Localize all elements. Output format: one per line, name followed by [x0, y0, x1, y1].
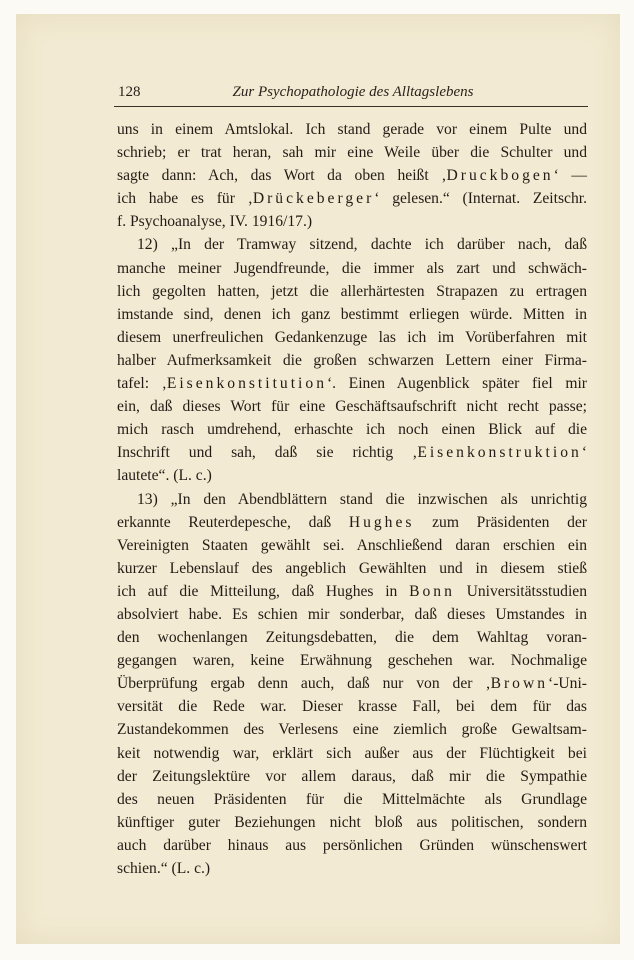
text-segment: keit notwendig war, erklärt sich außer aus der Flüchtigkeit bei: [117, 744, 587, 762]
text-line: [117, 580, 587, 603]
page-number: 128: [118, 84, 141, 100]
text-line: [117, 164, 587, 187]
spaced-emphasis: Eisenkonstruktion: [417, 444, 582, 462]
text-segment: ‘ gelesen.“ (Internat. Zeitschr.: [374, 190, 587, 208]
text-line: [117, 857, 587, 880]
text-segment: sagte dann: Ach, das Wort da oben heißt ‚: [117, 167, 447, 185]
text-line: [117, 418, 587, 441]
text-line: [117, 303, 587, 326]
text-line: [117, 441, 587, 464]
text-line: [117, 488, 587, 511]
text-segment: diesem unerfreulichen Gedankenzuge las ich im Vorüberfahren mit: [117, 328, 587, 346]
spaced-emphasis: Brown: [490, 675, 549, 693]
text-segment: ‘-Uni-: [548, 675, 587, 693]
text-line: [117, 187, 587, 210]
text-line: [117, 210, 587, 233]
text-segment: den wochenlangen Zeitungsdebatten, die dem Wahltag voran-: [117, 629, 587, 647]
text-segment: lautete“. (L. c.): [117, 467, 212, 485]
text-segment: gegangen waren, keine Erwähnung geschehen war. Nochmalige: [117, 652, 587, 670]
text-segment: mich rasch umdrehend, erhaschte ich noch einen Blick auf die: [117, 421, 587, 439]
spaced-emphasis: Bonn: [409, 582, 455, 600]
spaced-emphasis: Eisenkonstitution: [166, 375, 327, 393]
text-segment: des neuen Präsidenten für die Mittelmächte als Grundlage: [117, 790, 587, 808]
text-segment: künftiger guter Beziehungen nicht bloß aus politischen, sondern: [117, 813, 587, 831]
text-segment: der Zeitungslektüre vor allem daraus, daß mir die Sympathie: [117, 767, 587, 785]
text-segment: manche meiner Jugendfreunde, die immer als zart und schwäch-: [117, 259, 587, 277]
text-segment: 12) „In der Tramway sitzend, dachte ich darüber nach, daß: [137, 236, 587, 254]
header-rule: [114, 106, 588, 107]
spaced-emphasis: Drückeberger: [252, 190, 375, 208]
text-segment: schrieb; er trat heran, sah mir eine Weile über die Schulter und: [117, 144, 587, 162]
text-segment: auch darüber hinaus aus persönlichen Gründen wünschenswert: [117, 836, 587, 854]
text-segment: versität die Rede war. Dieser krasse Fall, bei dem für das: [117, 698, 587, 716]
text-segment: uns in einem Amtslokal. Ich stand gerade vor einem Pulte und: [117, 121, 587, 138]
text-line: [117, 395, 587, 418]
text-line: [117, 718, 587, 741]
text-line: [117, 834, 587, 857]
text-line: [117, 257, 587, 280]
text-line: [117, 742, 587, 765]
text-segment: Inschrift und sah, daß sie richtig ‚: [117, 444, 418, 462]
text-line: [117, 233, 587, 256]
text-segment: f. Psychoanalyse, IV. 1916/17.): [117, 213, 313, 231]
text-line: [117, 765, 587, 788]
text-line: [117, 118, 587, 141]
text-line: [117, 626, 587, 649]
text-segment: ich habe es für ‚: [117, 190, 253, 208]
text-segment: tafel: ‚: [117, 375, 167, 393]
text-line: [117, 603, 587, 626]
text-segment: Zustandekommen des Verlesens eine ziemlich große Gewaltsam-: [117, 721, 587, 739]
text-line: [117, 534, 587, 557]
body-text: [117, 118, 587, 880]
text-segment: ‘ —: [553, 167, 588, 185]
text-line: [117, 672, 587, 695]
text-segment: ein, daß dieses Wort für eine Geschäftsaufschrift nicht recht passe;: [117, 398, 587, 416]
text-segment: Vereinigten Staaten gewählt sei. Anschließend daran erschien ein: [117, 536, 587, 554]
running-title: Zur Psychopathologie des Alltagslebens: [232, 84, 474, 100]
text-segment: ‘. Einen Augenblick später fiel mir: [326, 375, 588, 393]
text-line: [117, 511, 587, 534]
spaced-emphasis: Hughes: [348, 513, 415, 531]
text-line: [117, 557, 587, 580]
text-segment: 13) „In den Abendblättern stand die inzwischen als unrichtig: [137, 490, 587, 508]
text-line: [117, 280, 587, 303]
spaced-emphasis: Druckbogen: [446, 167, 554, 185]
text-line: [117, 349, 587, 372]
text-segment: erkannte Reuterdepesche, daß: [117, 513, 349, 531]
text-line: [117, 326, 587, 349]
text-segment: kurzer Lebenslauf des angeblich Gewählten und in diesem stieß: [117, 559, 587, 577]
text-line: [117, 649, 587, 672]
text-segment: lich gegolten hatten, jetzt die allerhärtesten Strapazen zu ertragen: [117, 282, 587, 300]
text-line: [117, 464, 587, 487]
text-line: [117, 811, 587, 834]
text-line: [117, 695, 587, 718]
text-line: [117, 141, 587, 164]
text-segment: zum Präsidenten der: [414, 513, 587, 531]
text-segment: Universitätsstudien: [454, 582, 587, 600]
text-segment: ‘: [581, 444, 587, 462]
page-header: [118, 84, 588, 104]
text-segment: Überprüfung ergab denn auch, daß nur von der ‚: [117, 675, 491, 693]
text-segment: absolviert habe. Es schien mir sonderbar, daß dieses Umstandes in: [117, 605, 587, 623]
text-segment: schien.“ (L. c.): [117, 860, 211, 877]
text-segment: halber Aufmerksamkeit die großen schwarzen Lettern einer Firma-: [117, 351, 587, 369]
text-line: [117, 788, 587, 811]
text-line: [117, 372, 587, 395]
text-segment: imstande sind, denen ich ganz bestimmt erliegen würde. Mitten in: [117, 305, 587, 323]
text-segment: ich auf die Mitteilung, daß Hughes in: [117, 582, 410, 600]
